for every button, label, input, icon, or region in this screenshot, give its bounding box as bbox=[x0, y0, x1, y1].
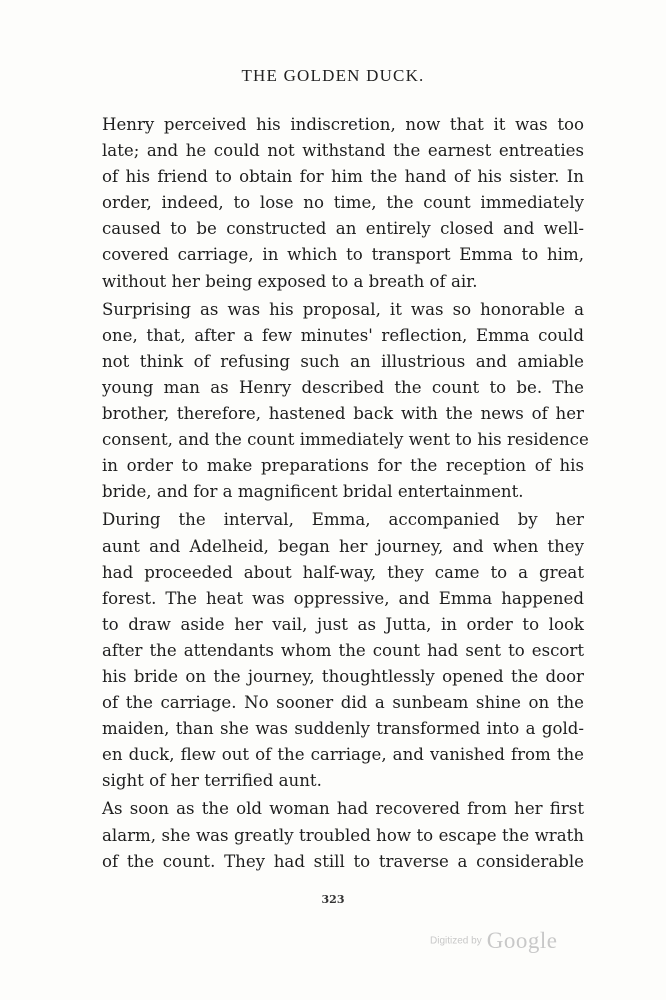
text-line: alarm, she was greatly troubled how to escape the wrath bbox=[102, 825, 584, 845]
text-line: en duck, flew out of the carriage, and vanished from the bbox=[102, 745, 584, 765]
text-line: order, indeed, to lose no time, the count immediately bbox=[102, 193, 584, 213]
paragraph-3 bbox=[102, 507, 584, 794]
body-text bbox=[102, 112, 589, 877]
digitized-watermark bbox=[430, 928, 630, 958]
text-line: consent, and the count immediately went to his residence bbox=[102, 430, 589, 450]
text-line: Henry perceived his indiscretion, now that it was too bbox=[102, 115, 584, 134]
text-line: his bride on the journey, thoughtlessly opened the door bbox=[102, 666, 584, 686]
text-line: of the carriage. No sooner did a sunbeam shine on the bbox=[102, 693, 584, 713]
text-line: not think of refusing such an illustrious and amiable bbox=[102, 351, 584, 371]
page-number: 323 bbox=[321, 893, 345, 906]
text-line: forest. The heat was oppressive, and Emma happened bbox=[102, 588, 584, 608]
text-line: late; and he could not withstand the earnest entreaties bbox=[102, 141, 584, 161]
text-line: During the interval, Emma, accompanied by her bbox=[102, 510, 584, 530]
paragraph-1 bbox=[102, 112, 584, 295]
text-line: had proceeded about half-way, they came to a great bbox=[102, 562, 584, 582]
running-head: THE GOLDEN DUCK. bbox=[241, 66, 425, 85]
text-line: one, that, after a few minutes' reflection, Emma could bbox=[102, 325, 584, 345]
text-line: caused to be constructed an entirely closed and well- bbox=[102, 219, 584, 239]
text-line: to draw aside her vail, just as Jutta, in order to look bbox=[102, 614, 584, 634]
text-line: sight of her terrified aunt. bbox=[102, 771, 322, 791]
text-line: aunt and Adelheid, began her journey, and when they bbox=[102, 536, 584, 556]
text-line: Surprising as was his proposal, it was so honorable a bbox=[102, 299, 584, 319]
text-line: of his friend to obtain for him the hand of his sister. In bbox=[102, 167, 584, 187]
text-line: young man as Henry described the count to be. The bbox=[102, 377, 584, 397]
text-line: brother, therefore, hastened back with the news of her bbox=[102, 404, 584, 424]
paragraph-2 bbox=[102, 297, 589, 506]
text-line: bride, and for a magnificent bridal entertainment. bbox=[102, 482, 524, 502]
text-line: As soon as the old woman had recovered from her first bbox=[102, 799, 584, 819]
text-line: in order to make preparations for the reception of his bbox=[102, 456, 584, 476]
text-line: without her being exposed to a breath of air. bbox=[102, 271, 478, 291]
text-line: after the attendants whom the count had sent to escort bbox=[102, 640, 584, 660]
text-line: covered carriage, in which to transport Emma to him, bbox=[102, 245, 584, 265]
text-line: maiden, than she was suddenly transformed into a gold- bbox=[102, 719, 584, 739]
watermark-brand: Google bbox=[486, 928, 558, 953]
paragraph-4 bbox=[102, 796, 584, 874]
watermark-prefix: Digitized by bbox=[430, 935, 482, 947]
text-line: of the count. They had still to traverse a considerable bbox=[102, 851, 584, 871]
